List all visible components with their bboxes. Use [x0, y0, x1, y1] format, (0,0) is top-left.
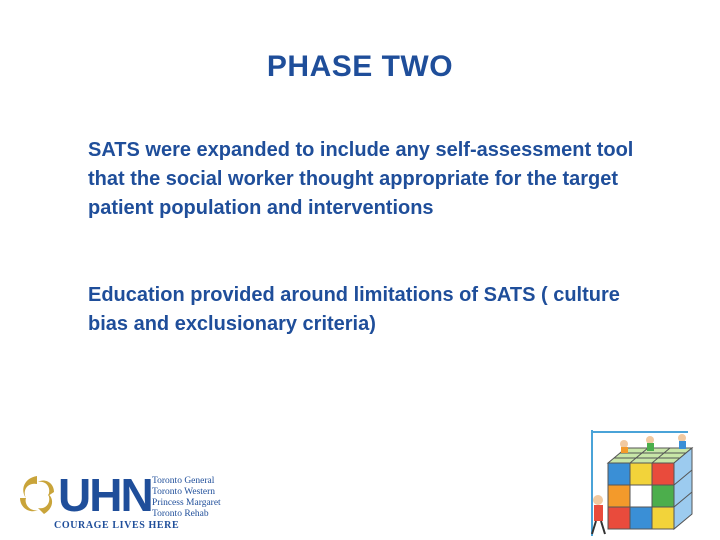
- hospital-name: Toronto Rehab: [152, 509, 209, 519]
- uhn-letters: UHN: [58, 469, 152, 521]
- paragraph-sats-expanded: SATS were expanded to include any self-assessment tool that the social worker thought appropriate for the target patient population and interventions: [88, 139, 634, 219]
- hospital-list: [152, 476, 221, 520]
- uhn-swirl-icon: [14, 472, 60, 518]
- hospital-name: Toronto Western: [152, 487, 216, 497]
- hospital-name: Princess Margaret: [152, 498, 221, 508]
- paragraph-education: Education provided around limitations of SATS ( culture bias and exclusionary criteria): [88, 284, 620, 335]
- logo-tagline: COURAGE LIVES HERE: [54, 520, 180, 531]
- slide-title: PHASE TWO: [266, 50, 454, 83]
- rubiks-cube-people-clipart-icon: [578, 428, 708, 538]
- hospital-name: Toronto General: [152, 476, 215, 486]
- uhn-logo: [14, 469, 229, 534]
